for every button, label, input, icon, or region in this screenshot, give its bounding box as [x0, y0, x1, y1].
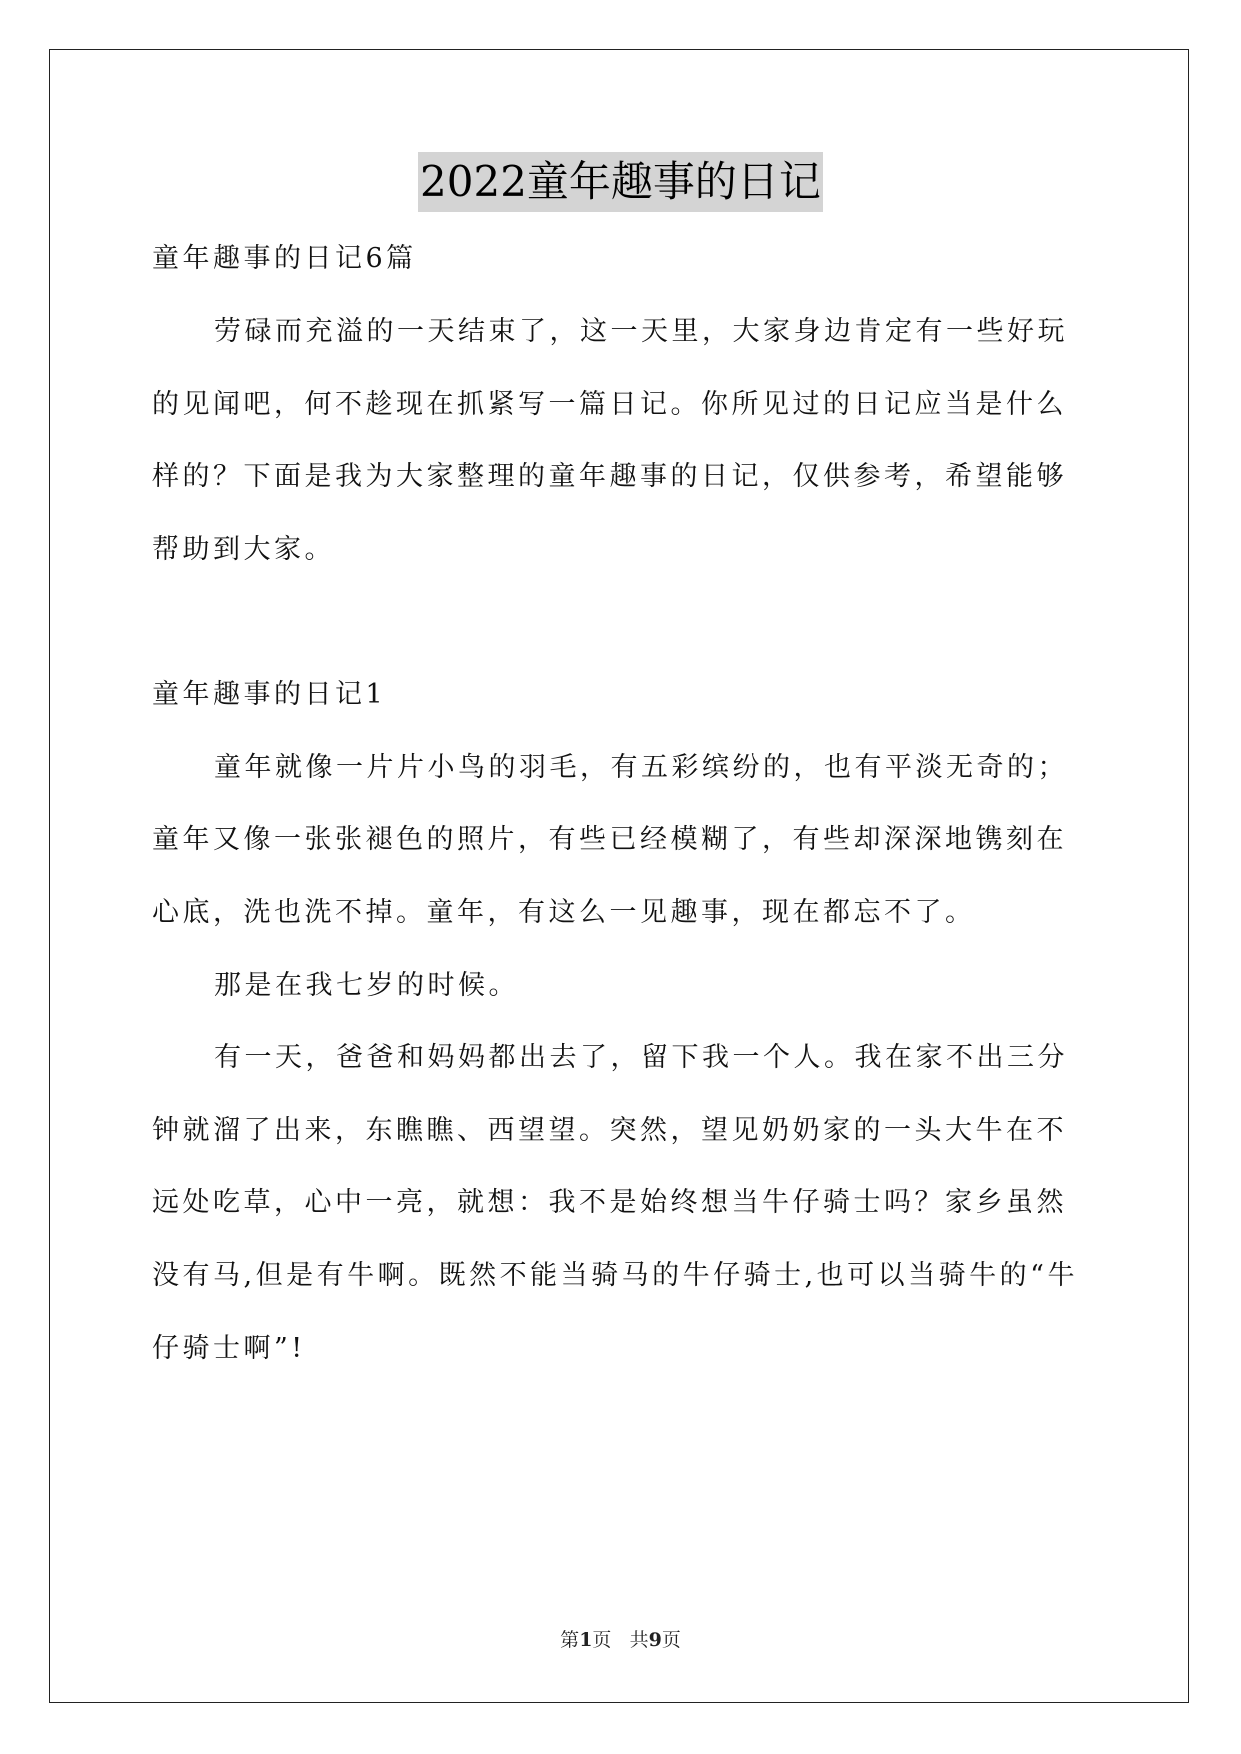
document-title: 2022童年趣事的日记 [418, 152, 823, 212]
footer-total-pages: 9 [648, 1629, 662, 1651]
para3-line-3: 远处吃草，心中一亮，就想：我不是始终想当牛仔骑士吗？家乡虽然 [152, 1187, 1067, 1218]
intro-line-2: 的见闻吧，何不趁现在抓紧写一篇日记。你所见过的日记应当是什么 [152, 389, 1067, 420]
footer-page-suffix: 页 [592, 1629, 612, 1651]
para3-line-4: 没有马,但是有牛啊。既然不能当骑马的牛仔骑士,也可以当骑牛的“牛 [152, 1260, 1078, 1291]
para1-line-3: 心底，洗也洗不掉。童年，有这么一见趣事，现在都忘不了。 [152, 897, 976, 928]
footer-page-number: 1 [579, 1629, 593, 1651]
para3-line-2: 钟就溜了出来，东瞧瞧、西望望。突然，望见奶奶家的一头大牛在不 [152, 1115, 1067, 1146]
footer-total-suffix: 页 [661, 1629, 681, 1651]
para1-line-1: 童年就像一片片小鸟的羽毛，有五彩缤纷的，也有平淡无奇的； [214, 752, 1068, 783]
para2-line-1: 那是在我七岁的时候。 [214, 970, 519, 1001]
para1-line-2: 童年又像一张张褪色的照片，有些已经模糊了，有些却深深地镌刻在 [152, 824, 1067, 855]
page-border [49, 49, 1189, 1703]
section-heading: 童年趣事的日记1 [152, 679, 387, 710]
intro-line-3: 样的？下面是我为大家整理的童年趣事的日记，仅供参考，希望能够 [152, 461, 1067, 492]
footer-prefix: 第 [560, 1629, 580, 1651]
intro-line-1: 劳碌而充溢的一天结束了，这一天里，大家身边肯定有一些好玩 [214, 316, 1068, 347]
title-container [0, 152, 1241, 212]
para3-line-5: 仔骑士啊”! [152, 1333, 306, 1364]
para3-line-1: 有一天，爸爸和妈妈都出去了，留下我一个人。我在家不出三分 [214, 1042, 1068, 1073]
intro-line-4: 帮助到大家。 [152, 534, 335, 565]
page-footer [0, 1627, 1241, 1653]
footer-total-prefix: 共 [629, 1629, 649, 1651]
document-subheading: 童年趣事的日记6篇 [152, 243, 417, 274]
